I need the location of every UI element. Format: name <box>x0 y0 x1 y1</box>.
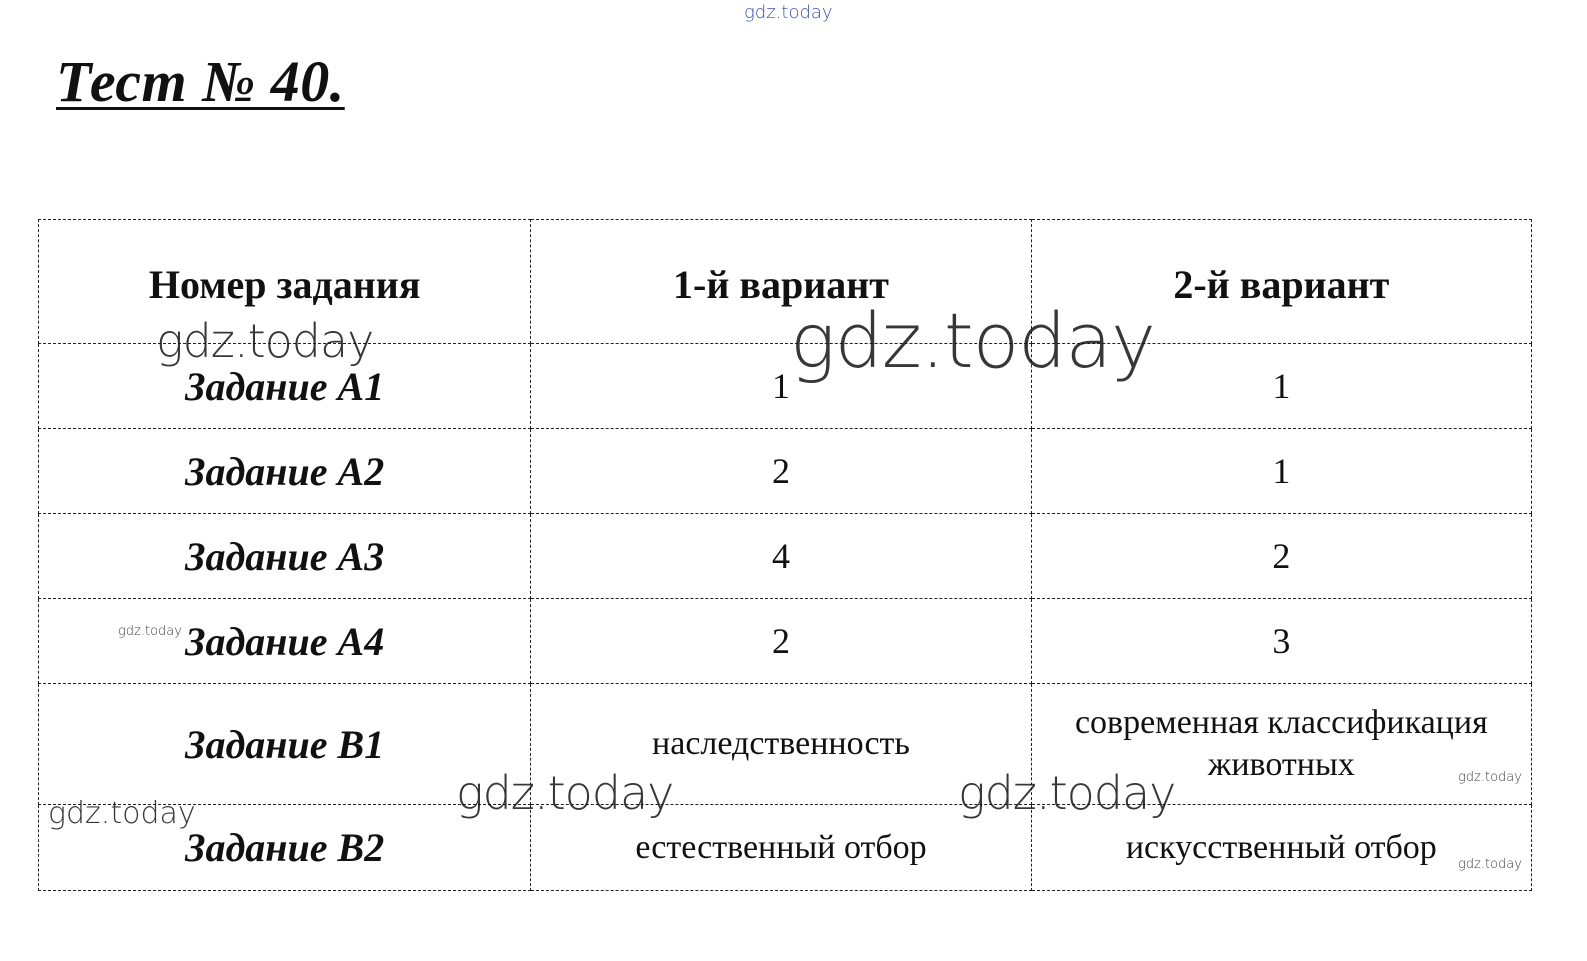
table-row <box>39 514 1532 599</box>
answer-variant-2: 1 <box>1031 429 1531 514</box>
watermark: gdz.today <box>1458 770 1522 785</box>
task-label: Задание В2 <box>39 805 531 891</box>
answer-variant-2: искусственный отбор <box>1031 805 1531 891</box>
answer-variant-1: 2 <box>531 429 1031 514</box>
watermark: gdz.today <box>456 766 674 820</box>
task-label: Задание А2 <box>39 429 531 514</box>
table-row <box>39 429 1532 514</box>
table-row <box>39 344 1532 429</box>
table-header-row <box>39 220 1532 344</box>
watermark: gdz.today <box>790 296 1155 385</box>
answer-variant-1: 4 <box>531 514 1031 599</box>
answer-variant-2: 2 <box>1031 514 1531 599</box>
task-label: Задание А3 <box>39 514 531 599</box>
header-variant-2: 2-й вариант <box>1031 220 1531 344</box>
answer-variant-1: наследственность <box>531 684 1031 805</box>
table-row <box>39 599 1532 684</box>
watermark: gdz.today <box>958 766 1176 820</box>
watermark: gdz.today <box>744 2 833 23</box>
answer-variant-2: 1 <box>1031 344 1531 429</box>
page-title: Тест № 40. <box>56 49 345 114</box>
answer-variant-2: 3 <box>1031 599 1531 684</box>
header-task-number: Номер задания <box>39 220 531 344</box>
table-row <box>39 684 1532 805</box>
task-label: Задание В1 <box>39 684 531 805</box>
answer-variant-1: естественный отбор <box>531 805 1031 891</box>
table-row <box>39 805 1532 891</box>
watermark: gdz.today <box>156 314 374 368</box>
answer-table <box>38 219 1532 891</box>
answer-variant-1: 1 <box>531 344 1031 429</box>
watermark: gdz.today <box>118 624 182 639</box>
answer-variant-2: современная классификация животных <box>1031 684 1531 805</box>
answer-variant-1: 2 <box>531 599 1031 684</box>
watermark: gdz.today <box>1458 857 1522 872</box>
header-variant-1: 1-й вариант <box>531 220 1031 344</box>
watermark: gdz.today <box>48 796 196 831</box>
task-label: Задание А1 <box>39 344 531 429</box>
task-label: Задание А4 <box>39 599 531 684</box>
